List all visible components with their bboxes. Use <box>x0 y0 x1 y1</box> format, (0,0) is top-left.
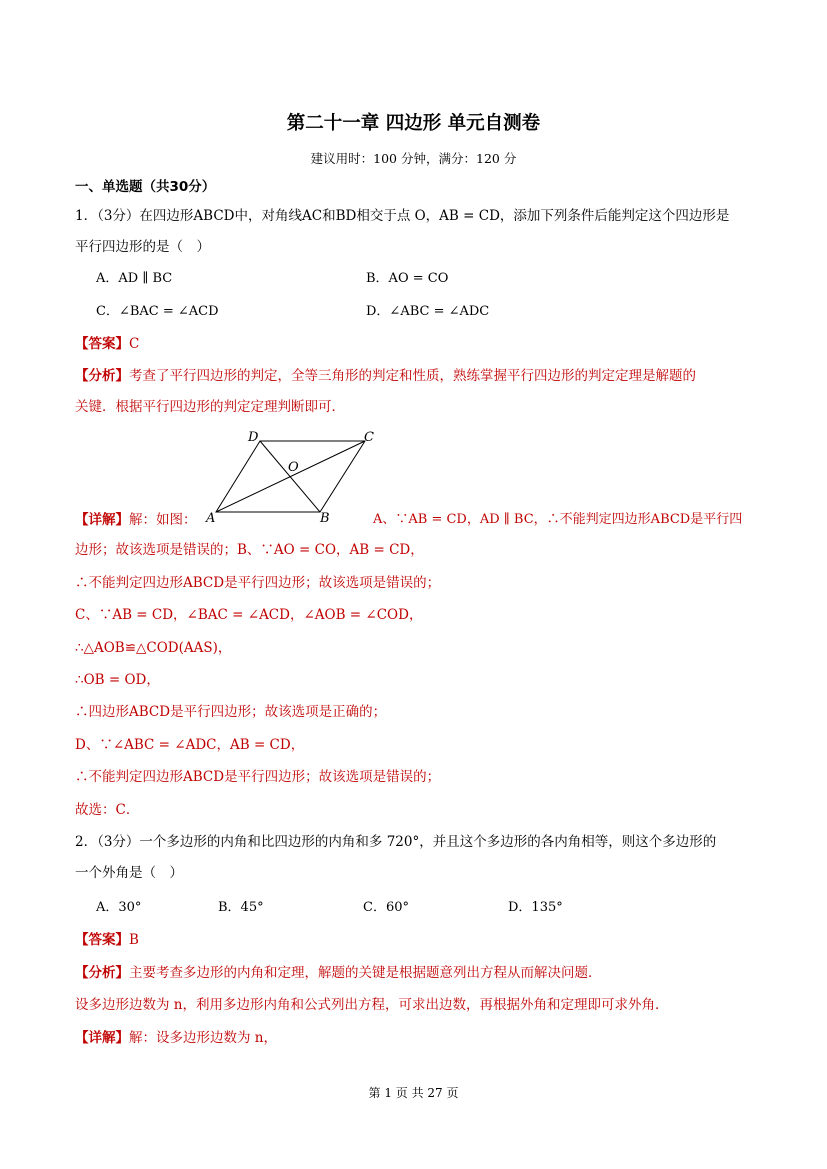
q1-detail-line4: C、∵AB = CD，∠BAC = ∠ACD，∠AOB = ∠COD， <box>75 607 423 623</box>
parallelogram-figure <box>200 424 374 526</box>
q1-answer-value: C <box>129 336 140 352</box>
section-heading: 一、单选题（共30分） <box>75 179 216 195</box>
vertex-label-c: C <box>364 430 374 445</box>
q1-detail-line3: ∴不能判定四边形ABCD是平行四边形；故该选项是错误的； <box>75 575 441 591</box>
q2-detail-label: 【详解】 <box>75 1030 129 1046</box>
q1-option-d: D．∠ABC = ∠ADC <box>366 304 490 319</box>
q1-analysis-line1 <box>75 367 696 385</box>
q2-analysis-line2: 设多边形边数为 n，利用多边形内角和公式列出方程，可求出边数，再根据外角和定理即可求外角． <box>75 997 669 1013</box>
q2-answer-value: B <box>129 932 139 948</box>
q1-analysis-label: 【分析】 <box>75 368 129 384</box>
vertex-label-o: O <box>288 460 299 475</box>
page-footer: 第 1 页 共 27 页 <box>368 1086 459 1100</box>
q1-detail-intro <box>75 511 197 529</box>
q1-detail-intro-text: 解：如图： <box>129 512 197 528</box>
q2-option-b: B．45° <box>218 900 264 915</box>
q2-detail-line1 <box>75 1029 277 1047</box>
q2-stem-line1: 2．（3分）一个多边形的内角和比四边形的内角和多 720°，并且这个多边形的各内角相等，则这个多边形的 <box>75 834 717 850</box>
q1-detail-line10: 故选：C． <box>75 802 140 818</box>
q1-detail-line1: A、∵AB = CD，AD ∥ BC，∴不能判定四边形ABCD是平行四 <box>373 512 743 527</box>
q2-option-d: D．135° <box>508 900 563 915</box>
q1-detail-line5: ∴△AOB≌△COD(AAS)， <box>75 640 232 656</box>
q1-stem-line1: 1．（3分）在四边形ABCD中，对角线AC和BD相交于点 O，AB = CD，添加下列条件后能判定这个四边形是 <box>75 208 730 224</box>
q1-answer-label: 【答案】 <box>75 336 129 352</box>
q1-answer <box>75 335 139 353</box>
q1-stem-line2: 平行四边形的是（ ） <box>75 239 210 255</box>
q1-analysis-text: 考查了平行四边形的判定，全等三角形的判定和性质，熟练掌握平行四边形的判定定理是解题的 <box>129 368 696 384</box>
q1-option-c: C．∠BAC = ∠ACD <box>96 304 219 319</box>
q1-analysis-line2: 关键．根据平行四边形的判定定理判断即可． <box>75 399 345 415</box>
q2-answer-label: 【答案】 <box>75 932 129 948</box>
q2-answer <box>75 931 139 949</box>
document-title: 第二十一章 四边形 单元自测卷 <box>286 113 541 134</box>
q2-stem-line2: 一个外角是（ ） <box>75 865 183 881</box>
q2-option-c: C．60° <box>363 900 409 915</box>
vertex-label-b: B <box>320 511 330 526</box>
q1-detail-label: 【详解】 <box>75 512 129 528</box>
q1-detail-line9: ∴不能判定四边形ABCD是平行四边形；故该选项是错误的； <box>75 769 441 785</box>
vertex-label-d: D <box>248 430 259 445</box>
q2-option-a: A．30° <box>96 900 142 915</box>
diagonal-bd <box>260 441 320 512</box>
q1-option-a: A．AD ∥ BC <box>96 271 173 286</box>
q1-option-b: B．AO = CO <box>366 271 449 286</box>
q2-analysis-line1 <box>75 964 602 982</box>
vertex-label-a: A <box>206 511 216 526</box>
q1-detail-line7: ∴四边形ABCD是平行四边形；故该选项是正确的； <box>75 704 387 720</box>
document-subtitle: 建议用时：100 分钟，满分：120 分 <box>310 151 517 166</box>
q1-detail-line2: 边形；故该选项是错误的；B、∵AO = CO，AB = CD， <box>75 542 424 558</box>
q2-detail-text: 解：设多边形边数为 n， <box>129 1030 277 1046</box>
q1-detail-line6: ∴OB = OD， <box>75 672 160 688</box>
q1-detail-line8: D、∵∠ABC = ∠ADC，AB = CD， <box>75 737 305 753</box>
q2-analysis-text: 主要考查多边形的内角和定理，解题的关键是根据题意列出方程从而解决问题． <box>129 965 602 981</box>
q2-analysis-label: 【分析】 <box>75 965 129 981</box>
